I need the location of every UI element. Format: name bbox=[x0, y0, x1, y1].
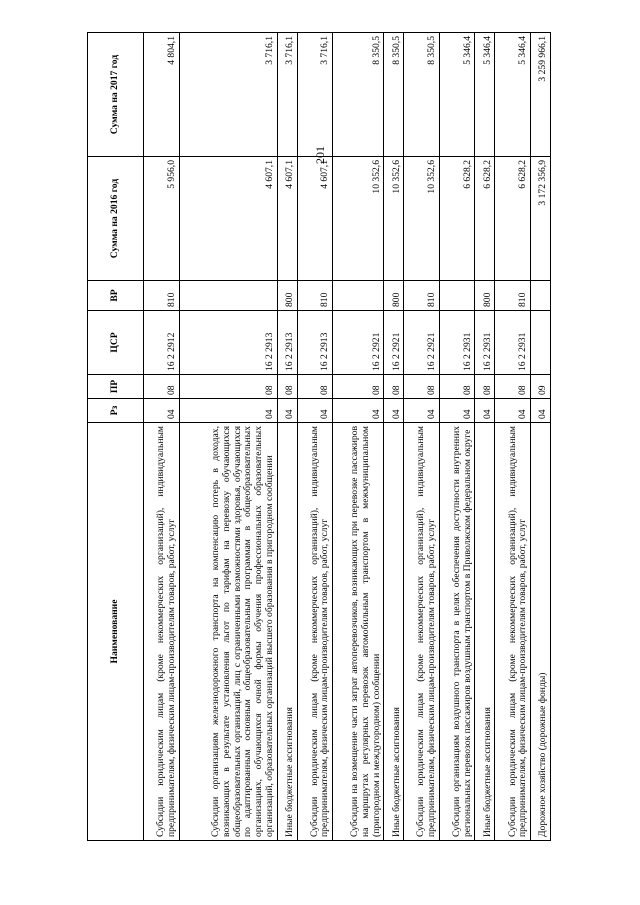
table-row bbox=[297, 33, 333, 841]
row-sum-2017: 5 346,4 bbox=[439, 33, 475, 157]
row-csr: 16 2 2912 bbox=[144, 311, 180, 375]
row-vr: 810 bbox=[495, 281, 531, 311]
row-name: Дорожное хозяйство (дорожные фонды) bbox=[531, 423, 551, 841]
row-csr: 16 2 2913 bbox=[297, 311, 333, 375]
row-sum-2016: 10 352,6 bbox=[384, 157, 404, 281]
row-rz: 04 bbox=[439, 399, 475, 423]
row-name: Иные бюджетные ассигнования bbox=[475, 423, 495, 841]
row-vr: 810 bbox=[404, 281, 440, 311]
row-rz: 04 bbox=[179, 399, 277, 423]
row-sum-2017: 8 350,5 bbox=[404, 33, 440, 157]
row-sum-2016: 6 628,2 bbox=[475, 157, 495, 281]
row-csr: 16 2 2921 bbox=[333, 311, 384, 375]
row-sum-2016: 4 607,1 bbox=[277, 157, 297, 281]
row-rz: 04 bbox=[277, 399, 297, 423]
rotated-table-frame bbox=[87, 33, 551, 841]
row-sum-2016: 10 352,6 bbox=[404, 157, 440, 281]
header-name: Наименование bbox=[88, 423, 144, 841]
row-rz: 04 bbox=[404, 399, 440, 423]
row-sum-2017: 8 350,5 bbox=[333, 33, 384, 157]
row-csr: 16 2 2913 bbox=[179, 311, 277, 375]
row-pr: 08 bbox=[495, 375, 531, 399]
table-row bbox=[277, 33, 297, 841]
table-row bbox=[439, 33, 475, 841]
table-row bbox=[384, 33, 404, 841]
row-pr: 08 bbox=[404, 375, 440, 399]
row-vr bbox=[439, 281, 475, 311]
row-name: Субсидии организациям воздушного транспорта в целях обеспечения доступности внутренних региональных перевозок пассажиров воздушным транспортом в Приволжском федеральном округе bbox=[439, 423, 475, 841]
row-sum-2016: 5 956,0 bbox=[144, 157, 180, 281]
row-name: Субсидии юридическим лицам (кроме некоммерческих организаций), индивидуальным предпринимателям, физическим лицам-производителям товаров, работ, услуг bbox=[144, 423, 180, 841]
row-pr: 08 bbox=[439, 375, 475, 399]
row-name: Субсидии юридическим лицам (кроме некоммерческих организаций), индивидуальным предпринимателям, физическим лицам-производителям товаров, работ, услуг bbox=[495, 423, 531, 841]
row-name: Субсидии организациям железнодорожного транспорта на компенсацию потерь в доходах, возникающих в результате установления льгот по тарифам на перевозку обучающихся общеобразовательных организаций, лиц с ограниченными возможностями здоровья, обучающихся по адаптированным основным общеобразовательным программам в общеобразовательных организациях, обучающихся очной формы обучения профессиональных образовательных организаций, образовательных организаций высшего образования в пригородном сообщении bbox=[179, 423, 277, 841]
page-number: 201 bbox=[313, 146, 327, 164]
row-csr: 16 2 2921 bbox=[384, 311, 404, 375]
row-sum-2017: 3 259 966,1 bbox=[531, 33, 551, 157]
row-rz: 04 bbox=[531, 399, 551, 423]
row-csr: 16 2 2931 bbox=[495, 311, 531, 375]
row-csr bbox=[531, 311, 551, 375]
row-sum-2016: 6 628,2 bbox=[439, 157, 475, 281]
row-name: Иные бюджетные ассигнования bbox=[384, 423, 404, 841]
table-row bbox=[475, 33, 495, 841]
table-row bbox=[495, 33, 531, 841]
row-vr: 800 bbox=[277, 281, 297, 311]
row-pr: 08 bbox=[144, 375, 180, 399]
row-pr: 08 bbox=[297, 375, 333, 399]
row-name: Субсидии юридическим лицам (кроме некоммерческих организаций), индивидуальным предпринимателям, физическим лицам-производителям товаров, работ, услуг bbox=[404, 423, 440, 841]
table-header-row bbox=[88, 33, 144, 841]
rotated-table-content bbox=[87, 33, 551, 841]
row-pr: 09 bbox=[531, 375, 551, 399]
table-row bbox=[333, 33, 384, 841]
table-row bbox=[404, 33, 440, 841]
row-sum-2017: 4 804,1 bbox=[144, 33, 180, 157]
header-vr: ВР bbox=[88, 281, 144, 311]
row-sum-2016: 4 607,1 bbox=[297, 157, 333, 281]
row-vr: 810 bbox=[144, 281, 180, 311]
row-pr: 08 bbox=[277, 375, 297, 399]
budget-table bbox=[87, 32, 551, 841]
row-sum-2017: 3 716,1 bbox=[179, 33, 277, 157]
row-sum-2016: 10 352,6 bbox=[333, 157, 384, 281]
table-row bbox=[531, 33, 551, 841]
row-csr: 16 2 2921 bbox=[404, 311, 440, 375]
row-rz: 04 bbox=[297, 399, 333, 423]
row-csr: 16 2 2931 bbox=[475, 311, 495, 375]
row-pr: 08 bbox=[475, 375, 495, 399]
row-sum-2017: 5 346,4 bbox=[475, 33, 495, 157]
row-sum-2016: 6 628,2 bbox=[495, 157, 531, 281]
header-sum-2017: Сумма на 2017 год bbox=[88, 33, 144, 157]
row-name: Субсидии юридическим лицам (кроме некоммерческих организаций), индивидуальным предпринимателям, физическим лицам-производителям товаров, работ, услуг bbox=[297, 423, 333, 841]
row-name: Иные бюджетные ассигнования bbox=[277, 423, 297, 841]
row-sum-2017: 3 716,1 bbox=[277, 33, 297, 157]
header-sum-2016: Сумма на 2016 год bbox=[88, 157, 144, 281]
row-vr bbox=[531, 281, 551, 311]
header-rz: Рз bbox=[88, 399, 144, 423]
row-sum-2017: 8 350,5 bbox=[384, 33, 404, 157]
row-pr: 08 bbox=[384, 375, 404, 399]
row-vr: 800 bbox=[475, 281, 495, 311]
row-sum-2017: 3 716,1 bbox=[297, 33, 333, 157]
row-rz: 04 bbox=[384, 399, 404, 423]
row-rz: 04 bbox=[333, 399, 384, 423]
row-csr: 16 2 2931 bbox=[439, 311, 475, 375]
row-rz: 04 bbox=[495, 399, 531, 423]
row-vr: 800 bbox=[384, 281, 404, 311]
row-pr: 08 bbox=[179, 375, 277, 399]
row-rz: 04 bbox=[144, 399, 180, 423]
row-vr bbox=[333, 281, 384, 311]
row-sum-2016: 3 172 356,9 bbox=[531, 157, 551, 281]
row-sum-2016: 4 607,1 bbox=[179, 157, 277, 281]
table-row bbox=[179, 33, 277, 841]
row-rz: 04 bbox=[475, 399, 495, 423]
row-sum-2017: 5 346,4 bbox=[495, 33, 531, 157]
row-vr bbox=[179, 281, 277, 311]
table-row bbox=[144, 33, 180, 841]
row-pr: 08 bbox=[333, 375, 384, 399]
header-csr: ЦСР bbox=[88, 311, 144, 375]
row-vr: 810 bbox=[297, 281, 333, 311]
row-name: Субсидии на возмещение части затрат автоперевозчиков, возникающих при перевозке пассажиров на маршрутах регулярных перевозок автомобильным транспортом в межмуниципальном (пригородном и междугородном) сообщении bbox=[333, 423, 384, 841]
header-pr: ПР bbox=[88, 375, 144, 399]
row-csr: 16 2 2913 bbox=[277, 311, 297, 375]
